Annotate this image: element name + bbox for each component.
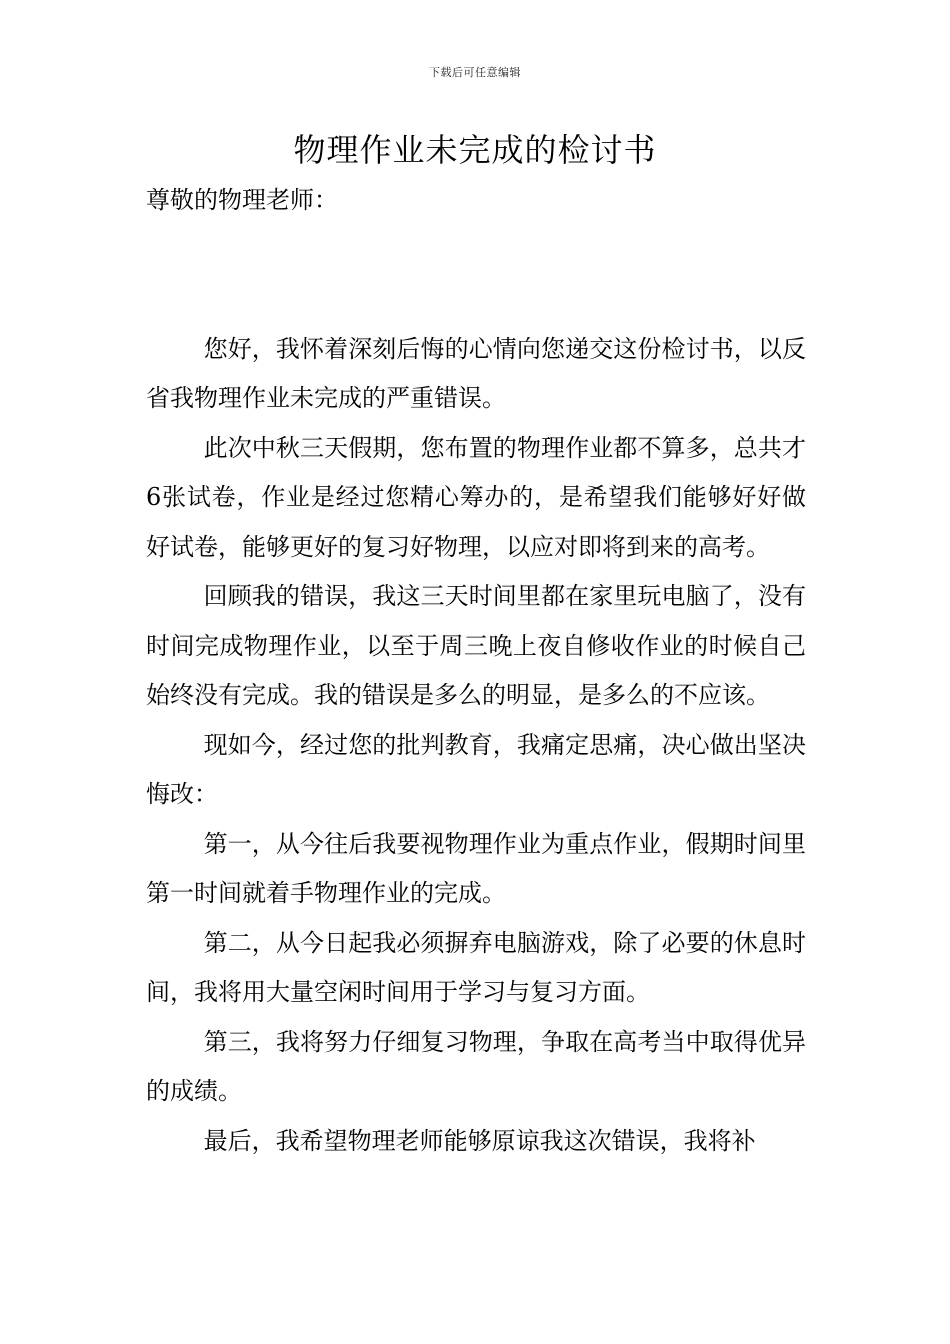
paragraph-point-two: 第二，从今日起我必须摒弃电脑游戏，除了必要的休息时间，我将用大量空闲时间用于学习与复习方面。 xyxy=(146,928,806,1006)
paragraph-closing: 最后，我希望物理老师能够原谅我这次错误，我将补 xyxy=(203,1126,756,1155)
paragraph-point-one: 第一，从今往后我要视物理作业为重点作业，假期时间里第一时间就着手物理作业的完成。 xyxy=(146,829,806,907)
paragraph-greeting: 您好，我怀着深刻后悔的心情向您递交这份检讨书，以反省我物理作业未完成的严重错误。 xyxy=(146,334,806,412)
paragraph-resolution: 现如今，经过您的批判教育，我痛定思痛，决心做出坚决悔改： xyxy=(146,730,806,808)
paragraph-point-three: 第三，我将努力仔细复习物理，争取在高考当中取得优异的成绩。 xyxy=(146,1027,806,1105)
paragraph-context: 此次中秋三天假期，您布置的物理作业都不算多，总共才6张试卷，作业是经过您精心筹办的，是希望我们能够好好做好试卷，能够更好的复习好物理，以应对即将到来的高考。 xyxy=(146,433,806,561)
document-body xyxy=(146,176,806,1166)
document-title: 物理作业未完成的检讨书 xyxy=(293,131,657,169)
salutation: 尊敬的物理老师： xyxy=(146,186,338,214)
blank-line xyxy=(146,226,806,325)
header-note: 下载后可任意编辑 xyxy=(429,66,521,79)
paragraph-reflection: 回顾我的错误，我这三天时间里都在家里玩电脑了，没有时间完成物理作业，以至于周三晚上夜自修收作业的时候自己始终没有完成。我的错误是多么的明显，是多么的不应该。 xyxy=(146,582,806,709)
